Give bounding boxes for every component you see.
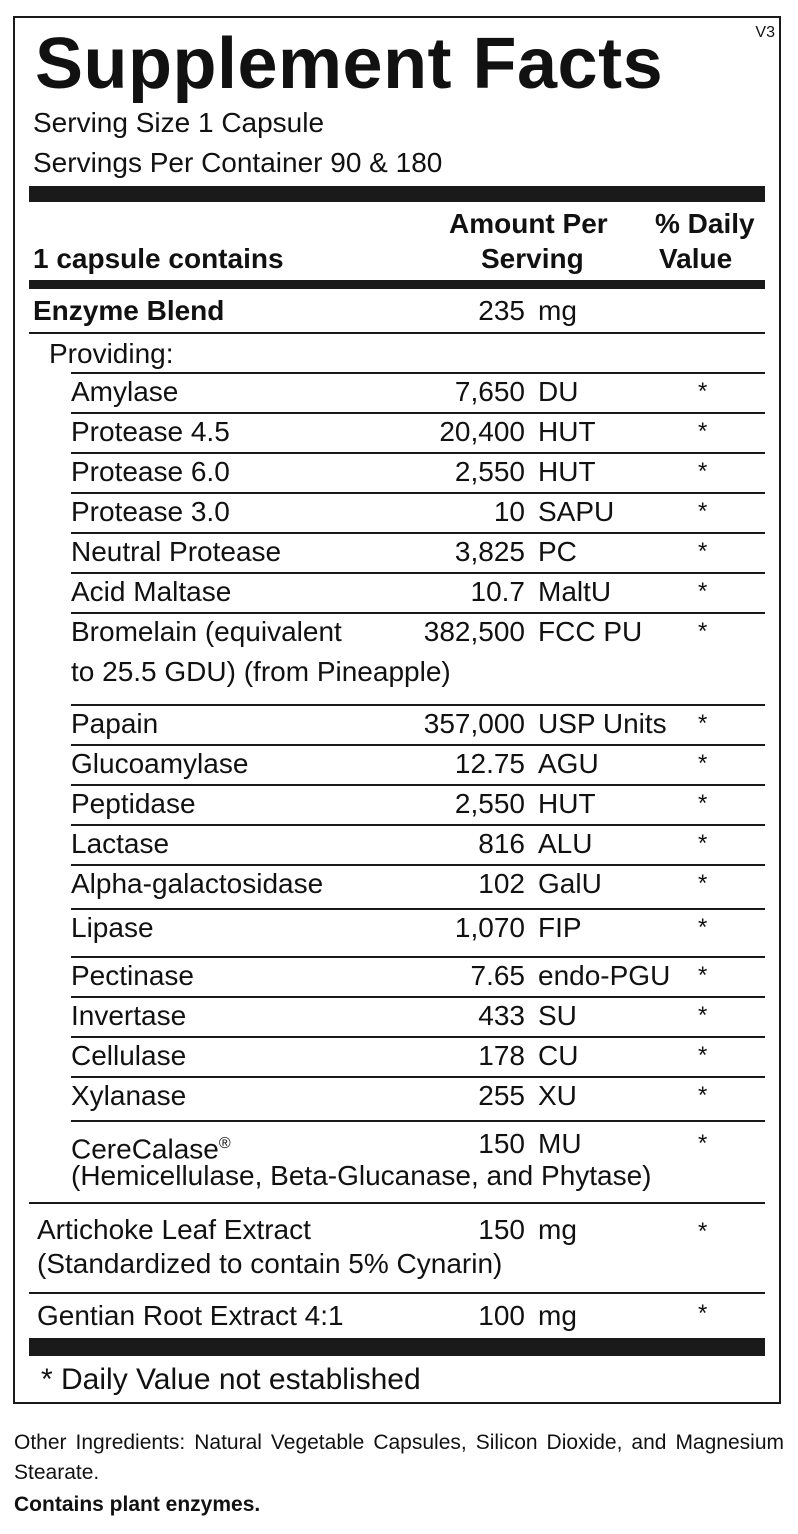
ingredient-dv: * — [698, 618, 708, 645]
footnote: * Daily Value not established — [41, 1363, 421, 1396]
registered-mark: ® — [218, 1135, 231, 1152]
ingredient-amount: 382,500 — [423, 616, 525, 647]
ingredient-name: Papain — [71, 708, 159, 739]
ingredient-dv: * — [698, 1082, 708, 1109]
ingredient-name: Protease 3.0 — [71, 496, 230, 527]
divider-thin — [71, 908, 765, 910]
ingredient-dv: * — [698, 830, 708, 857]
ingredient-dv: * — [698, 578, 708, 605]
ingredient-amount: 816 — [478, 828, 525, 859]
ingredient-unit: GalU — [538, 868, 602, 899]
divider-thin — [29, 332, 765, 334]
ingredient-dv: * — [698, 1042, 708, 1069]
ingredient-unit: CU — [538, 1040, 579, 1071]
ingredient-unit: HUT — [538, 456, 596, 487]
version-label: V3 — [755, 24, 775, 41]
gentian-amount: 100 — [478, 1300, 525, 1331]
ingredient-dv: * — [698, 1002, 708, 1029]
divider-thin — [71, 612, 765, 614]
ingredient-name: Lactase — [71, 828, 170, 859]
ingredient-amount: 1,070 — [454, 912, 525, 943]
divider-thin — [71, 372, 765, 374]
other-ingredients: Other Ingredients: Natural Vegetable Capsules, Silicon Dioxide, and Magnesium Stearate. — [14, 1431, 784, 1484]
gentian-unit: mg — [538, 1300, 577, 1331]
header-amount-line1: Amount Per — [449, 208, 608, 239]
ingredient-dv: * — [698, 962, 708, 989]
ingredient-amount: 10.7 — [470, 576, 525, 607]
ingredient-name: Neutral Protease — [71, 536, 282, 567]
providing-label: Providing: — [49, 338, 174, 369]
ingredient-unit: AGU — [538, 748, 599, 779]
divider-thin — [71, 996, 765, 998]
ingredient-name: Amylase — [71, 376, 179, 407]
ingredient-dv: * — [698, 378, 708, 405]
ingredient-dv: * — [698, 870, 708, 897]
contains-note: Contains plant enzymes. — [14, 1493, 261, 1516]
divider-thin — [71, 492, 765, 494]
ingredient-unit: ALU — [538, 828, 593, 859]
ingredient-dv: * — [698, 538, 708, 565]
header-contains: 1 capsule contains — [33, 243, 284, 274]
divider-thick-bottom — [29, 1338, 765, 1356]
ingredient-name: Bromelain (equivalent — [71, 616, 342, 647]
ingredient-name: Protease 6.0 — [71, 456, 230, 487]
divider-thin — [71, 1076, 765, 1078]
ingredient-dv: * — [698, 458, 708, 485]
ingredient-dv: * — [698, 1130, 708, 1157]
divider-thin — [71, 572, 765, 574]
artichoke-name-line2: (Standardized to contain 5% Cynarin) — [37, 1248, 503, 1279]
ingredient-dv: * — [698, 710, 708, 737]
divider-thin — [71, 452, 765, 454]
ingredient-name: Lipase — [71, 912, 154, 943]
ingredient-name: Glucoamylase — [71, 748, 249, 779]
divider-thin — [29, 1202, 765, 1204]
ingredient-dv: * — [698, 418, 708, 445]
ingredient-name: Pectinase — [71, 960, 194, 991]
ingredient-name: Xylanase — [71, 1080, 187, 1111]
artichoke-name: Artichoke Leaf Extract — [37, 1214, 311, 1245]
ingredient-unit: MU — [538, 1128, 582, 1159]
ingredient-amount: 2,550 — [454, 788, 525, 819]
ingredient-amount: 178 — [478, 1040, 525, 1071]
artichoke-dv: * — [698, 1218, 708, 1245]
ingredient-amount: 7.65 — [470, 960, 525, 991]
ingredient-unit: HUT — [538, 416, 596, 447]
divider-thin — [29, 1292, 765, 1294]
divider-thin — [71, 412, 765, 414]
ingredient-name: Acid Maltase — [71, 576, 232, 607]
ingredient-name: Cellulase — [71, 1040, 187, 1071]
artichoke-unit: mg — [538, 1214, 577, 1245]
ingredient-name: Protease 4.5 — [71, 416, 230, 447]
ingredient-unit: HUT — [538, 788, 596, 819]
ingredient-amount: 357,000 — [423, 708, 525, 739]
divider-medium — [29, 280, 765, 289]
ingredient-name-line2: to 25.5 GDU) (from Pineapple) — [71, 656, 451, 687]
ingredient-amount: 3,825 — [454, 536, 525, 567]
gentian-dv: * — [698, 1300, 708, 1327]
ingredient-unit: SAPU — [538, 496, 615, 527]
ingredient-dv: * — [698, 750, 708, 777]
enzyme-blend-unit: mg — [538, 295, 577, 326]
ingredient-amount: 7,650 — [454, 376, 525, 407]
divider-thin — [71, 784, 765, 786]
ingredient-unit: XU — [538, 1080, 577, 1111]
enzyme-blend-amount: 235 — [478, 295, 525, 326]
ingredient-name: Invertase — [71, 1000, 187, 1031]
divider-thin — [71, 1120, 765, 1122]
supplement-facts-panel — [13, 16, 781, 1404]
header-amount-line2: Serving — [481, 243, 584, 274]
enzyme-blend-name: Enzyme Blend — [33, 295, 225, 326]
servings-per-container: Servings Per Container 90 & 180 — [33, 147, 443, 178]
ingredient-name-line2: (Hemicellulase, Beta-Glucanase, and Phytase) — [71, 1160, 652, 1191]
ingredient-name: Peptidase — [71, 788, 196, 819]
ingredient-dv: * — [698, 790, 708, 817]
ingredient-dv: * — [698, 498, 708, 525]
ingredient-unit: FCC PU — [538, 616, 643, 647]
ingredient-unit: SU — [538, 1000, 577, 1031]
divider-thin — [71, 956, 765, 958]
divider-thin — [71, 864, 765, 866]
ingredient-unit: MaltU — [538, 576, 612, 607]
serving-size: Serving Size 1 Capsule — [33, 107, 325, 138]
ingredient-amount: 20,400 — [439, 416, 525, 447]
ingredient-unit: PC — [538, 536, 577, 567]
divider-thin — [71, 532, 765, 534]
panel-title: Supplement Facts — [35, 24, 664, 104]
divider-thin — [71, 824, 765, 826]
divider-thin — [71, 704, 765, 706]
ingredient-name: CereCalase® — [71, 1133, 231, 1165]
divider-thin — [71, 1036, 765, 1038]
ingredient-amount: 2,550 — [454, 456, 525, 487]
ingredient-amount: 150 — [478, 1128, 525, 1159]
divider-thin — [71, 744, 765, 746]
ingredient-unit: USP Units — [538, 708, 667, 739]
header-dv-line1: % Daily — [655, 208, 755, 239]
gentian-name: Gentian Root Extract 4:1 — [37, 1300, 344, 1331]
ingredient-amount: 433 — [478, 1000, 525, 1031]
ingredient-dv: * — [698, 914, 708, 941]
ingredient-unit: endo-PGU — [538, 960, 671, 991]
artichoke-amount: 150 — [478, 1214, 525, 1245]
header-dv-line2: Value — [659, 243, 733, 274]
ingredient-unit: DU — [538, 376, 579, 407]
ingredient-amount: 255 — [478, 1080, 525, 1111]
ingredient-amount: 10 — [493, 496, 525, 527]
divider-thick — [29, 186, 765, 202]
ingredient-amount: 12.75 — [454, 748, 525, 779]
ingredient-unit: FIP — [538, 912, 582, 943]
ingredient-name: Alpha-galactosidase — [71, 868, 324, 899]
ingredient-amount: 102 — [478, 868, 525, 899]
